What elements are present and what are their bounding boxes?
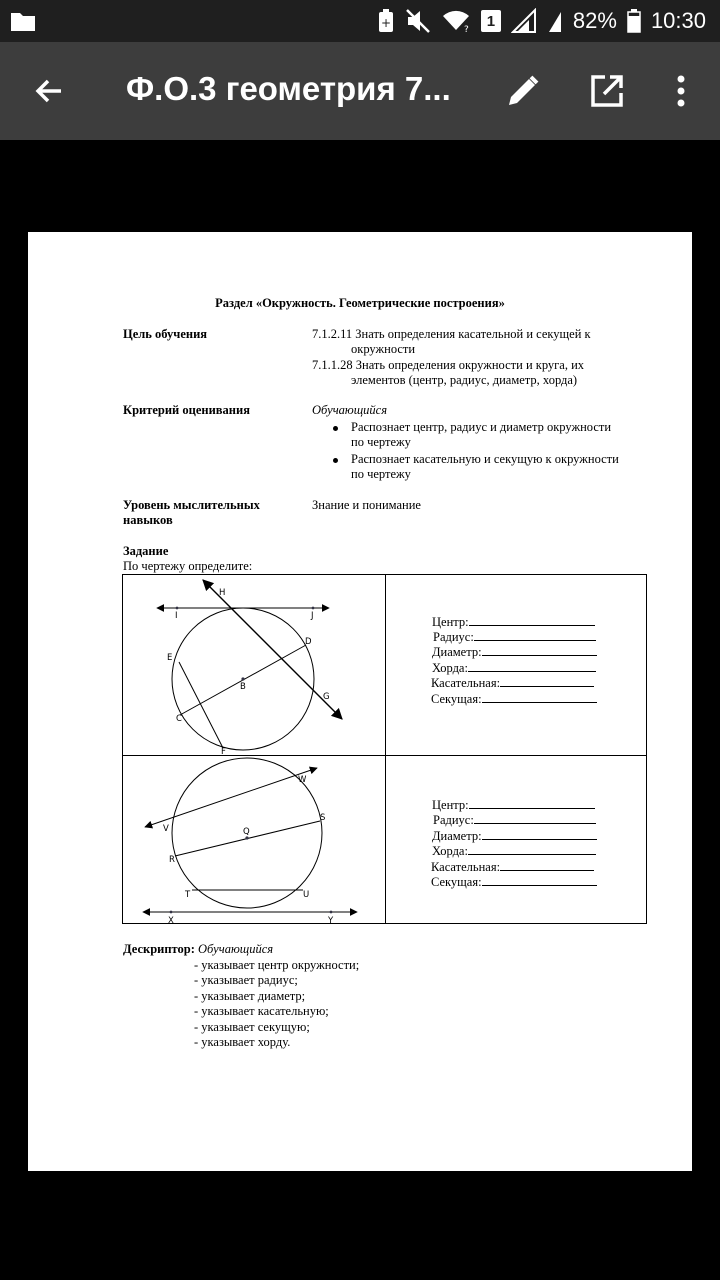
label-x: X bbox=[168, 916, 174, 924]
answer-label-chord: Хорда: bbox=[432, 844, 468, 858]
descriptor-label: Дескриптор: bbox=[123, 942, 195, 956]
open-in-new-icon bbox=[589, 73, 625, 109]
answer-blank[interactable] bbox=[482, 643, 597, 656]
descriptor-heading bbox=[123, 942, 273, 957]
answer-label-tangent: Касательная: bbox=[431, 676, 501, 690]
answer-label-tangent: Касательная: bbox=[431, 860, 501, 874]
answer-blank[interactable] bbox=[469, 796, 595, 809]
label-w: W bbox=[298, 775, 307, 785]
label-h: H bbox=[219, 588, 226, 598]
answer-label-diameter: Диаметр: bbox=[432, 645, 482, 659]
answer-blank[interactable] bbox=[500, 674, 594, 687]
battery-saver-icon bbox=[377, 8, 395, 34]
descriptor-item: - указывает секущую; bbox=[194, 1020, 310, 1034]
battery-percent: 82% bbox=[572, 8, 617, 33]
label-q: Q bbox=[243, 827, 250, 837]
line-vw bbox=[145, 768, 317, 827]
descriptor-item: - указывает радиус; bbox=[194, 973, 298, 987]
label-e: E bbox=[167, 653, 173, 663]
wifi-icon bbox=[441, 8, 471, 34]
criteria-label: Критерий оценивания bbox=[123, 403, 250, 417]
answer-blank[interactable] bbox=[500, 858, 594, 871]
document-title: Ф.О.3 геометрия 7... bbox=[126, 70, 451, 107]
goal-line: 7.1.2.11 Знать определения касательной и секущей к bbox=[312, 327, 591, 341]
answer-blank[interactable] bbox=[482, 873, 597, 886]
status-bar bbox=[0, 0, 720, 42]
svg-text:+: + bbox=[380, 16, 391, 30]
label-t: T bbox=[185, 890, 191, 900]
label-s: S bbox=[320, 813, 326, 823]
descriptor-item: - указывает центр окружности; bbox=[194, 958, 360, 972]
descriptor-item: - указывает диаметр; bbox=[194, 989, 306, 1003]
label-j: J bbox=[311, 611, 314, 621]
signal-icon-2 bbox=[547, 8, 563, 34]
label-g: G bbox=[323, 692, 330, 702]
label-u: U bbox=[303, 890, 310, 900]
answer-label-secant: Секущая: bbox=[431, 692, 482, 706]
answer-label-chord: Хорда: bbox=[432, 661, 468, 675]
level-value: Знание и понимание bbox=[312, 498, 421, 512]
answer-blank[interactable] bbox=[482, 690, 597, 703]
back-button[interactable] bbox=[24, 66, 74, 116]
answer-blank[interactable] bbox=[482, 827, 597, 840]
goal-line: 7.1.1.28 Знать определения окружности и круга, их bbox=[312, 358, 585, 372]
edit-button[interactable] bbox=[498, 66, 548, 116]
app-bar bbox=[0, 42, 720, 140]
task-table bbox=[122, 574, 647, 924]
line-hg bbox=[203, 580, 342, 719]
answer-label-center: Центр: bbox=[432, 615, 469, 629]
arrow-left-icon bbox=[33, 75, 65, 107]
label-i: I bbox=[175, 611, 178, 621]
answer-blank[interactable] bbox=[468, 659, 596, 672]
more-options-button[interactable] bbox=[656, 66, 706, 116]
descriptor-item: - указывает хорду. bbox=[194, 1035, 291, 1049]
point-b bbox=[241, 677, 244, 680]
criteria-subject: Обучающийся bbox=[312, 403, 388, 417]
label-v: V bbox=[163, 824, 169, 834]
label-b: B bbox=[240, 682, 246, 692]
label-y: Y bbox=[328, 916, 334, 924]
pencil-icon bbox=[505, 73, 541, 109]
signal-icon bbox=[511, 8, 537, 34]
mute-icon bbox=[405, 8, 431, 34]
bullet-icon bbox=[333, 426, 338, 431]
battery-icon bbox=[627, 8, 641, 34]
figure-1 bbox=[123, 575, 385, 755]
sim-badge: 1 bbox=[481, 10, 501, 32]
svg-text:?: ? bbox=[463, 25, 469, 34]
label-d: D bbox=[305, 637, 312, 647]
criteria-item: по чертежу bbox=[351, 467, 411, 481]
task-label: Задание bbox=[123, 544, 169, 558]
answer-blank[interactable] bbox=[474, 628, 596, 641]
more-vert-icon bbox=[675, 73, 687, 109]
task-text: По чертежу определите: bbox=[123, 559, 253, 573]
goal-line: элементов (центр, радиус, диаметр, хорда) bbox=[351, 373, 578, 387]
answer-blank[interactable] bbox=[468, 842, 596, 855]
answer-label-secant: Секущая: bbox=[431, 875, 482, 889]
folder-icon bbox=[10, 10, 36, 32]
level-label: Уровень мыслительных bbox=[123, 498, 260, 512]
section-heading: Раздел «Окружность. Геометрические построения» bbox=[215, 296, 505, 310]
label-c: C bbox=[176, 714, 182, 724]
answer-blank[interactable] bbox=[474, 811, 596, 824]
answer-label-center: Центр: bbox=[432, 798, 469, 812]
descriptor-subject: Обучающийся bbox=[198, 942, 274, 956]
criteria-item: Распознает центр, радиус и диаметр окружности bbox=[351, 420, 612, 434]
document-page bbox=[28, 232, 692, 1171]
chord-ef bbox=[179, 662, 223, 748]
goal-label: Цель обучения bbox=[123, 327, 208, 341]
goal-line: окружности bbox=[351, 342, 416, 356]
answer-label-radius: Радиус: bbox=[433, 813, 474, 827]
label-r: R bbox=[169, 855, 175, 865]
open-external-button[interactable] bbox=[582, 66, 632, 116]
answer-label-diameter: Диаметр: bbox=[432, 829, 482, 843]
clock: 10:30 bbox=[650, 8, 706, 33]
criteria-item: по чертежу bbox=[351, 435, 411, 449]
criteria-item: Распознает касательную и секущую к окружности bbox=[351, 452, 619, 466]
level-label: навыков bbox=[123, 513, 173, 527]
answer-label-radius: Радиус: bbox=[433, 630, 474, 644]
bullet-icon bbox=[333, 458, 338, 463]
answer-blank[interactable] bbox=[469, 613, 595, 626]
descriptor-item: - указывает касательную; bbox=[194, 1004, 329, 1018]
label-f: F bbox=[221, 747, 226, 755]
figure-2 bbox=[123, 756, 385, 924]
